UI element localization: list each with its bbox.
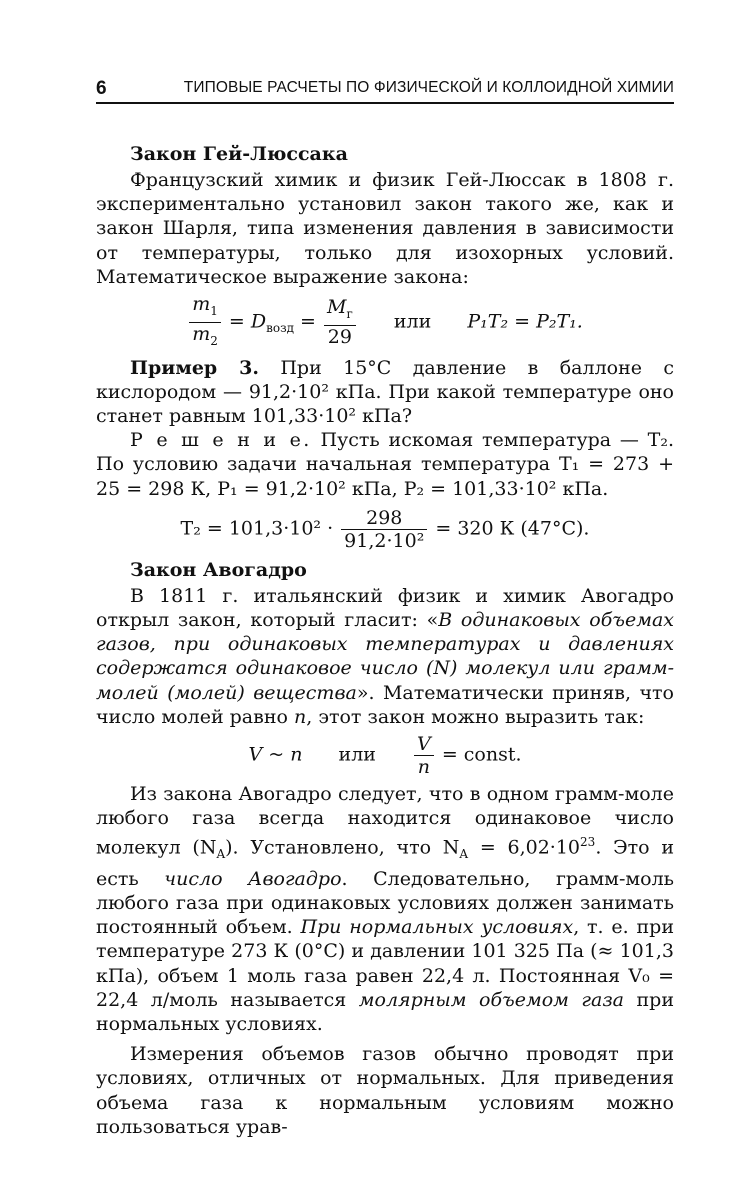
solution-paragraph: Р е ш е н и е. Пусть искомая температура — T₂. По условию задачи начальная температура T₁ = 273 + 25 = 298 К, P₁ = 91,2·10² кПа, P₂ = 101,33·10² кПа.: [96, 429, 674, 500]
solution-label: Р е ш е н и е.: [130, 429, 312, 452]
fraction-M-29: $\frac{M_г}{29}$: [324, 296, 356, 348]
page-body: [96, 140, 674, 1139]
formula-pt-relation: P₁T₂ = P₂T₁.: [467, 310, 583, 333]
heading-avogadro: Закон Авогадро: [130, 558, 307, 581]
avogadro-law-quote: В одинаковых объемах газов, при одинаковых температурах и давлениях содержатся одинаковое число (N) молекул или грамм-молей (молей) вещества: [96, 609, 674, 704]
avogadro-paragraph-2: Из закона Авогадро следует, что в одном грамм-моле любого газа всегда находится одинаковое число молекул $(N_A)$. Установлено, что $N_A = 6,02\cdot 10^{23}$. Это и есть число Авогадро. Следовательно, грамм-моль любого газа при одинаковых условиях должен занимать постоянный объем. При нормальных условиях, т. е. при температуре 273 К (0°С) и давлении 101 325 Па (≈ 101,3 кПа), объем 1 моль газа равен 22,4 л. Постоянная V₀ = 22,4 л/моль называется молярным объемом газа при нормальных условиях.: [96, 783, 675, 1035]
fraction-m1-m2: $\frac{m_1}{m_2}$: [189, 293, 221, 352]
fraction-V-n: $\frac{V}{n}$: [414, 733, 434, 778]
formula-gay-lussac: $\frac{m_1}{m_2}$ = $D_{возд}$ = $\frac{M_г}{29}$ или P₁T₂ = P₂T₁.: [96, 293, 674, 352]
avogadro-paragraph-1: В 1811 г. итальянский физик и химик Авогадро открыл закон, который гласит: «В одинаковых объемах газов, при одинаковых температурах и давлениях содержатся одинаковое число (N) молекул или грамм-молей (молей) вещества». Математически приняв, что число молей равно n, этот закон можно выразить так:: [96, 584, 674, 728]
formula-avogadro: V ~ n или $\frac{V}{n}$ = const.: [248, 733, 522, 779]
running-title: ТИПОВЫЕ РАСЧЕТЫ ПО ФИЗИЧЕСКОЙ И КОЛЛОИДНОЙ ХИМИИ: [183, 79, 674, 96]
fraction-298: $\frac{298}{\text{91,2·10²}}$: [341, 507, 427, 552]
page-number: 6: [96, 78, 107, 99]
avogadro-paragraph-3: Измерения объемов газов обычно проводят при условиях, отличных от нормальных. Для приведения объема газа к нормальным условиям можно пользоваться урав-: [96, 1043, 674, 1138]
formula-t2: T₂ = 101,3·10² · $\frac{298}{\text{91,2·10²}}$ = 320 К (47°С).: [180, 506, 590, 552]
gay-lussac-paragraph: Французский химик и физик Гей-Люссак в 1808 г. экспериментально установил закон такого же, как и закон Шарля, типа изменения давления в зависимости от температуры, только для изохорных условий. Математическое выражение закона:: [96, 169, 674, 288]
heading-gay-lussac: Закон Гей-Люссака: [130, 143, 348, 165]
page-header: [96, 72, 674, 104]
formula-or: или: [393, 310, 432, 333]
example-3-label: Пример 3.: [130, 356, 259, 379]
example-3-paragraph: Пример 3. При 15°C давление в баллоне с кислородом — 91,2·10² кПа. При какой температуре оно станет равным 101,33·10² кПа?: [96, 356, 674, 428]
